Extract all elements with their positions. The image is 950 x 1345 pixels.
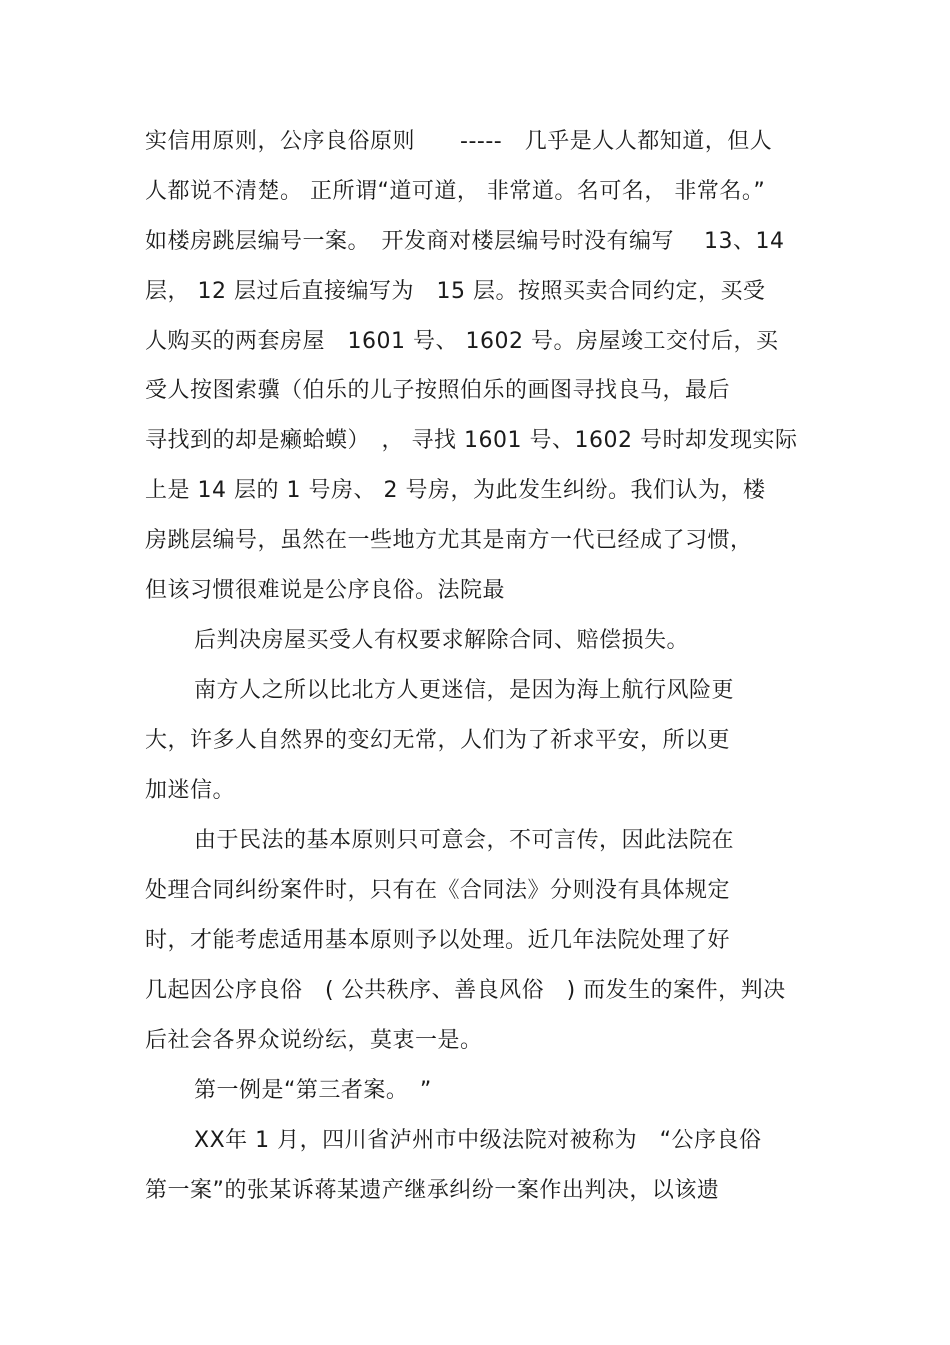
paragraph-first-line: 后判决房屋买受人有权要求解除合同、赔偿损失。: [194, 628, 690, 653]
paragraph-first-line: 第一例是“第三者案。 ”: [194, 1078, 432, 1103]
text-line: 大，许多人自然界的变幻无常，人们为了祈求平安，所以更: [145, 728, 731, 753]
paragraph-first-line: 南方人之所以比北方人更迷信，是因为海上航行风险更: [194, 678, 735, 703]
paragraph-first-line: 由于民法的基本原则只可意会，不可言传，因此法院在: [194, 828, 735, 853]
text-line: 层， 12 层过后直接编写为 15 层。按照买卖合同约定，买受: [145, 279, 766, 304]
text-line: 房跳层编号，虽然在一些地方尤其是南方一代已经成了习惯，: [145, 528, 753, 553]
text-line: 时，才能考虑适用基本原则予以处理。近几年法院处理了好: [145, 928, 731, 953]
text-line: 几起因公序良俗 ( 公共秩序、善良风俗 ) 而发生的案件，判决: [145, 978, 786, 1003]
paragraph-first-line: XX年 1 月，四川省泸州市中级法院对被称为 “公序良俗: [194, 1128, 762, 1153]
text-line: 后社会各界众说纷纭，莫衷一是。: [145, 1028, 483, 1053]
text-line: 处理合同纠纷案件时，只有在《合同法》分则没有具体规定: [145, 878, 731, 903]
text-line: 加迷信。: [145, 778, 236, 803]
text-line: 实信用原则，公序良俗原则 ----- 几乎是人人都知道，但人: [145, 129, 773, 154]
text-line: 人都说不清楚。 正所谓“道可道， 非常道。名可名， 非常名。”: [145, 179, 766, 204]
text-line: 受人按图索骥（伯乐的儿子按照伯乐的画图寻找良马，最后: [145, 378, 731, 403]
text-line: 第一案”的张某诉蒋某遗产继承纠纷一案作出判决，以该遗: [145, 1178, 720, 1203]
text-line: 如楼房跳层编号一案。 开发商对楼层编号时没有编写 13、14: [145, 229, 785, 254]
text-line: 上是 14 层的 1 号房、 2 号房，为此发生纠纷。我们认为，楼: [145, 478, 766, 503]
text-line: 人购买的两套房屋 1601 号、 1602 号。房屋竣工交付后，买: [145, 329, 779, 354]
text-line: 但该习惯很难说是公序良俗。法院最: [145, 578, 506, 603]
text-line: 寻找到的却是癞蛤蟆） ， 寻找 1601 号、1602 号时却发现实际: [145, 428, 798, 453]
